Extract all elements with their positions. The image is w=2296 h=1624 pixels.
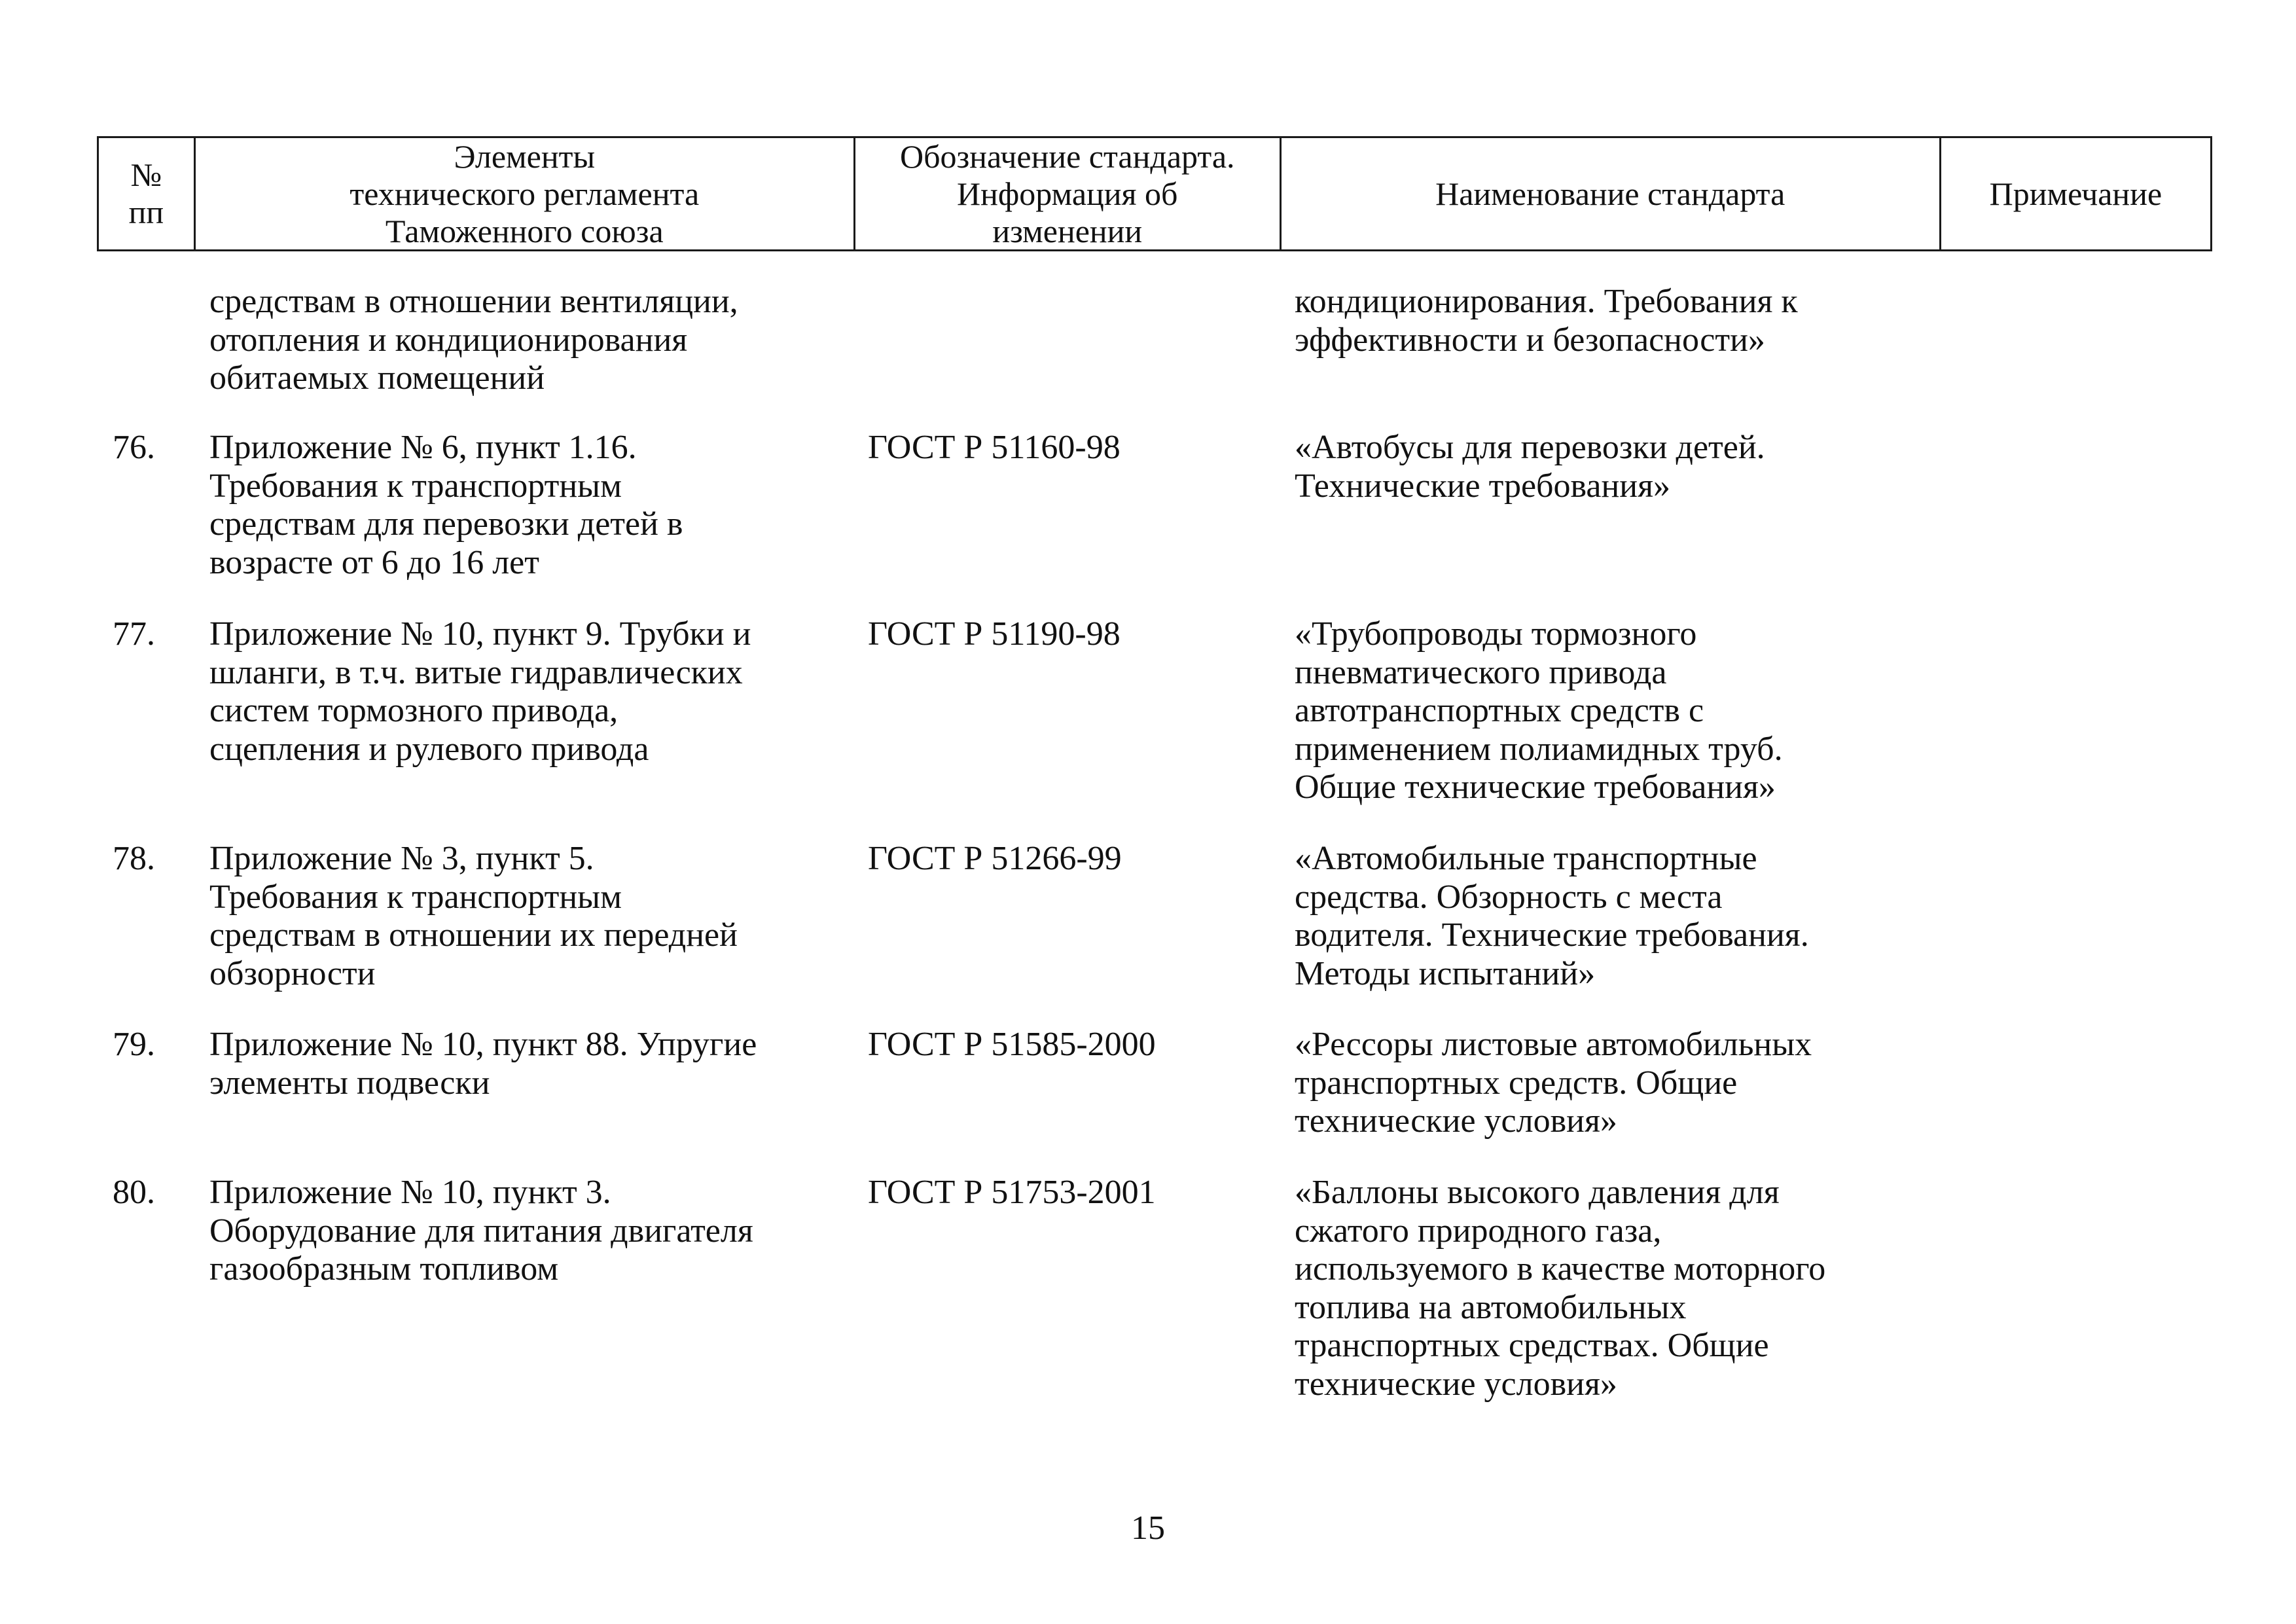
row-standard-name: «Баллоны высокого давления для сжатого природного газа, используемого в качестве моторного топлива на автомобильных транспортных средствах. Общие технические условия» — [1295, 1174, 1826, 1403]
row-number: 78. — [113, 840, 155, 877]
row-standard-name: «Автомобильные транспортные средства. Обзорность с места водителя. Технические требования. Методы испытаний» — [1295, 840, 1809, 992]
row-standard-code: ГОСТ Р 51585-2000 — [868, 1026, 1156, 1063]
row-standard-name: кондиционирования. Требования к эффективности и безопасности» — [1295, 283, 1798, 359]
row-number: 77. — [113, 615, 155, 653]
row-number: 79. — [113, 1026, 155, 1063]
row-standard-name: «Автобусы для перевозки детей. Технические требования» — [1295, 429, 1765, 505]
row-elements: Приложение № 10, пункт 3. Оборудование для питания двигателя газообразным топливом — [209, 1174, 753, 1288]
header-elements-column: Элементы технического регламента Таможенного союза — [196, 138, 855, 249]
row-elements: средствам в отношении вентиляции, отопления и кондиционирования обитаемых помещений — [209, 283, 738, 397]
header-number-column: № пп — [99, 138, 196, 249]
row-standard-code: ГОСТ Р 51190-98 — [868, 615, 1121, 653]
row-number: 76. — [113, 429, 155, 466]
row-standard-code: ГОСТ Р 51753-2001 — [868, 1174, 1156, 1211]
row-number: 80. — [113, 1174, 155, 1211]
page-number: 15 — [1131, 1509, 1165, 1547]
row-standard-name: «Трубопроводы тормозного пневматического привода автотранспортных средств с применением полиамидных труб. Общие технические требования» — [1295, 615, 1783, 806]
table-header — [97, 136, 2212, 251]
header-note-column: Примечание — [1989, 175, 2162, 212]
row-elements: Приложение № 6, пункт 1.16. Требования к транспортным средствам для перевозки детей в возрасте от 6 до 16 лет — [209, 429, 683, 581]
header-standard-name-column: Наименование стандарта — [1282, 138, 1941, 249]
row-elements: Приложение № 3, пункт 5. Требования к транспортным средствам в отношении их передней обзорности — [209, 840, 738, 992]
row-standard-code: ГОСТ Р 51160-98 — [868, 429, 1121, 466]
row-standard-name: «Рессоры листовые автомобильных транспортных средств. Общие технические условия» — [1295, 1026, 1812, 1140]
row-elements: Приложение № 10, пункт 9. Трубки и шланги, в т.ч. витые гидравлических систем тормозного привода, сцепления и рулевого привода — [209, 615, 751, 768]
row-standard-code: ГОСТ Р 51266-99 — [868, 840, 1122, 877]
row-elements: Приложение № 10, пункт 88. Упругие элементы подвески — [209, 1026, 757, 1102]
header-standard-code-column: Обозначение стандарта. Информация об изменении — [855, 138, 1282, 249]
